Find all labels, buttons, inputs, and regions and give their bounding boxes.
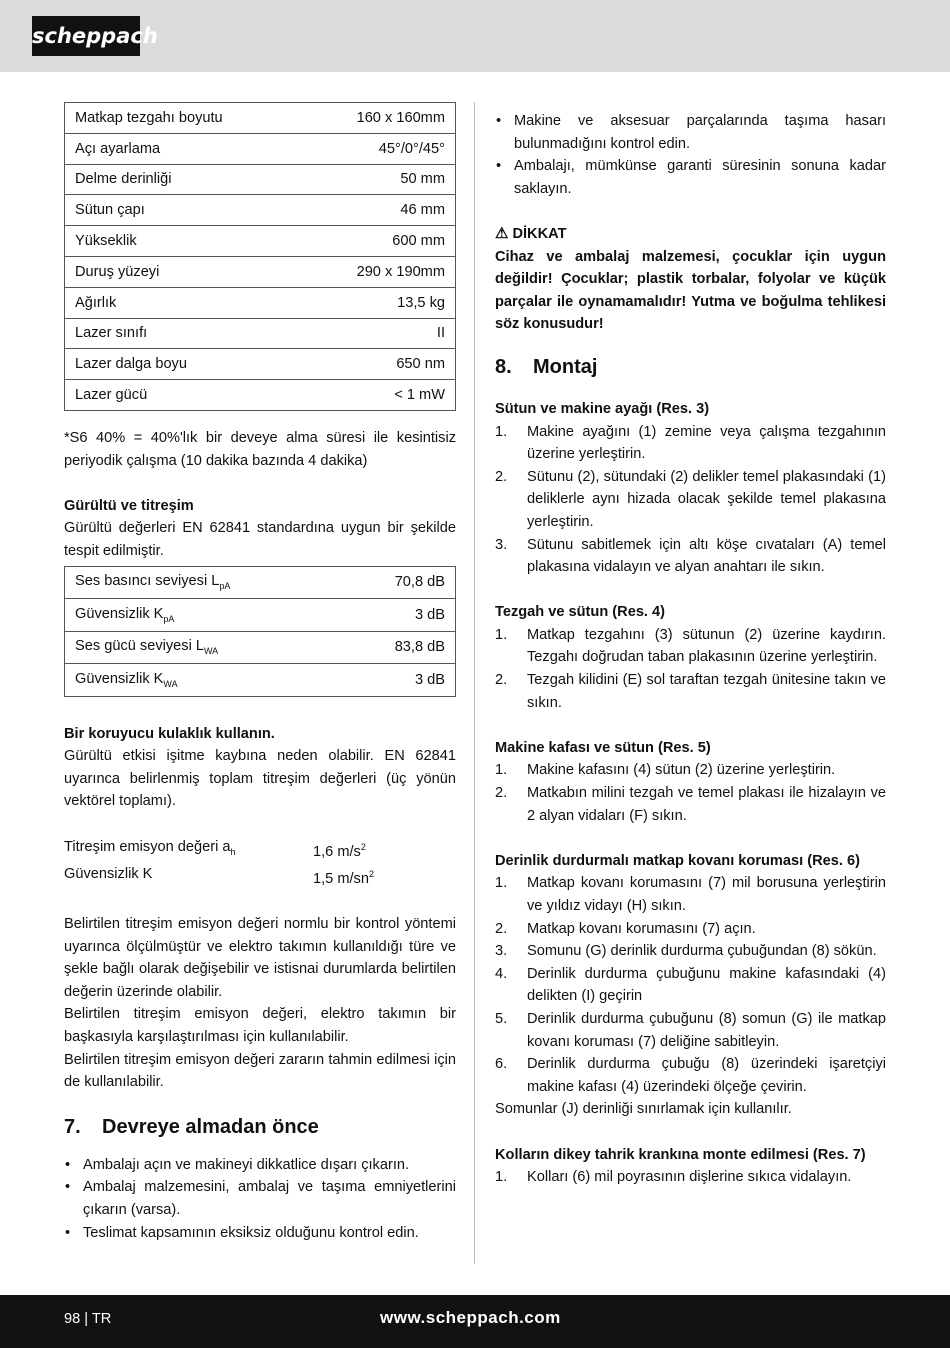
step-number: 2.: [495, 920, 508, 937]
vibration-paragraph-3: Belirtilen titreşim emisyon değeri zararın tahmin edilmesi için de kullanılabilir.: [64, 1051, 456, 1091]
step-item: [495, 421, 886, 466]
section-8-heading: 8. Montaj: [495, 355, 598, 378]
noise-label-sub: pA: [163, 613, 175, 624]
transport-check-list: [495, 110, 886, 200]
step-text: Sütunu sabitlemek için altı köşe cıvataları (A) temel plakasına vidalayın ve alyan anahtarı ile sıkın.: [527, 536, 886, 576]
step-number: 1.: [495, 626, 508, 643]
uncertainty-sup: 2: [368, 869, 374, 879]
step-group-heading: Derinlik durdurmalı matkap kovanı koruması (Res. 6): [495, 852, 860, 869]
spec-row: [65, 318, 456, 349]
assembly-steps: [495, 398, 886, 1189]
step-text: Matkap kovanı korumasını (7) mil borusuna yerleştirin ve yıldız vidayı (H) sıkın.: [527, 875, 886, 914]
step-number: 1.: [495, 762, 508, 779]
spec-value: 290 x 190mm: [302, 256, 456, 287]
noise-label-sub: pA: [219, 581, 231, 592]
step-list: [495, 624, 886, 714]
spec-label: Yükseklik: [65, 226, 302, 257]
uncertainty-label: Güvensizlik K: [64, 866, 153, 882]
right-column: [495, 110, 886, 1189]
spec-label: Açı ayarlama: [65, 133, 302, 164]
list-item: • Ambalajı açın ve makineyi dikkatlice dışarı çıkarın.: [64, 1154, 456, 1177]
header-bar: [0, 0, 950, 72]
spec-row: [65, 287, 456, 318]
step-number: 2.: [495, 785, 508, 802]
noise-label-text: Ses gücü seviyesi L: [75, 638, 204, 655]
noise-value: 3 dB: [343, 599, 455, 632]
step-text: Kolları (6) mil poyrasının dişlerine sıkıca vidalayın.: [527, 1169, 852, 1186]
noise-row: [65, 664, 456, 697]
list-item: • Ambalajı, mümkünse garanti süresinin sonuna kadar saklayın.: [495, 155, 886, 200]
vibration-paragraph-1: Belirtilen titreşim emisyon değeri normlu bir kontrol yöntemi uyarınca ölçülmüştür ve elektro takımın kullanıldığı türe ve şekle bağlı olarak değişebilir ve istisnai durumlarda belirtilen değerin üzerinde olabilir.: [64, 916, 456, 1000]
step-item: [495, 1053, 886, 1098]
step-text: Matkabın milini tezgah ve temel plakası ile hizalayın ve 2 alyan vidaları (F) sıkın.: [527, 785, 886, 824]
noise-label-sub: WA: [203, 646, 219, 657]
step-item: [495, 782, 886, 827]
noise-table: [64, 566, 456, 697]
vibration-paragraph-2: Belirtilen titreşim emisyon değeri, elektro takımın bir başkasıyla karşılaştırılması için kullanılabilir.: [64, 1006, 456, 1046]
noise-label: [65, 664, 344, 697]
step-text: Derinlik durdurma çubuğunu makine kafasındaki (4) delikten (I) geçirin: [527, 965, 886, 1005]
noise-value: 70,8 dB: [343, 566, 455, 599]
step-group-heading: Kolların dikey tahrik krankına monte edilmesi (Res. 7): [495, 1146, 866, 1163]
spec-value: 160 x 160mm: [302, 103, 456, 134]
noise-label-sub: WA: [163, 678, 178, 689]
step-text: Matkap tezgahını (3) sütunun (2) üzerine kaydırın. Tezgahı doğrudan taban plakasının üzerine yerleştirin.: [527, 626, 886, 666]
list-item: • Makine ve aksesuar parçalarında taşıma hasarı bulunmadığını kontrol edin.: [495, 110, 886, 155]
step-number: 1.: [495, 875, 508, 892]
warning-title: ⚠ DİKKAT: [495, 224, 567, 242]
step-item: [495, 872, 886, 917]
step-item: [495, 534, 886, 579]
step-number: 1.: [495, 423, 508, 440]
noise-label-text: Ses basıncı seviyesi L: [75, 573, 220, 590]
noise-row: [65, 599, 456, 632]
spec-label: Lazer sınıfı: [65, 318, 302, 349]
uncertainty-value: 1,5 m/sn: [313, 870, 369, 887]
step-group-heading: Makine kafası ve sütun (Res. 5): [495, 739, 711, 756]
noise-intro: Gürültü değerleri EN 62841 standardına uygun bir şekilde tespit edilmiştir.: [64, 520, 456, 559]
step-number: 1.: [495, 1169, 508, 1186]
step-item: [495, 1166, 886, 1189]
section-7-heading: 7. Devreye almadan önce: [64, 1115, 319, 1138]
noise-label: [65, 566, 344, 599]
step-text: Tezgah kilidini (E) sol taraftan tezgah ünitesine takın ve sıkın.: [527, 672, 886, 711]
spec-value: 600 mm: [302, 226, 456, 257]
spec-row: [65, 103, 456, 134]
step-list: [495, 872, 886, 1098]
step-list: [495, 759, 886, 827]
spec-label: Duruş yüzeyi: [65, 256, 302, 287]
spec-label: Sütun çapı: [65, 195, 302, 226]
step-list: [495, 421, 886, 579]
spec-row: [65, 226, 456, 257]
ear-protection-heading: Bir koruyucu kulaklık kullanın.: [64, 725, 275, 742]
step-text: Derinlik durdurma çubuğu (8) üzerindeki işaretçiyi makine kafası (4) üzerindeki ölçeğe çevirin.: [527, 1056, 886, 1095]
vibration-row: [64, 836, 456, 864]
spec-value: 45°/0°/45°: [302, 133, 456, 164]
noise-value: 83,8 dB: [343, 631, 455, 664]
noise-row: [65, 631, 456, 664]
vibration-sup: 2: [360, 841, 366, 852]
spec-label: Lazer gücü: [65, 380, 302, 411]
left-column: [64, 102, 456, 1244]
noise-row: [65, 566, 456, 599]
spec-label: Delme derinliği: [65, 164, 302, 195]
step-item: [495, 918, 886, 941]
noise-value: 3 dB: [343, 664, 455, 697]
step-item: [495, 759, 886, 782]
vibration-sub: h: [230, 846, 236, 857]
step-number: 3.: [495, 536, 508, 553]
noise-heading: Gürültü ve titreşim: [64, 497, 194, 514]
vibration-value: 1,6 m/s: [313, 843, 361, 860]
website-url: www.scheppach.com: [380, 1308, 561, 1327]
vibration-label: Titreşim emisyon değeri a: [64, 838, 231, 855]
spec-value: 50 mm: [302, 164, 456, 195]
step-number: 4.: [495, 965, 508, 982]
spec-value: 650 nm: [302, 349, 456, 380]
step-group-heading: Tezgah ve sütun (Res. 4): [495, 604, 666, 621]
step-text: Makine ayağını (1) zemine veya çalışma tezgahının üzerine yerleştirin.: [527, 423, 886, 463]
scheppach-logo: scheppach: [32, 16, 140, 56]
step-number: 3.: [495, 943, 508, 960]
spec-label: Matkap tezgahı boyutu: [65, 103, 302, 134]
step-text: Makine kafasını (4) sütun (2) üzerine yerleştirin.: [527, 762, 836, 779]
section-7-list: [64, 1154, 456, 1244]
step-item: [495, 466, 886, 534]
step-item: [495, 624, 886, 669]
spec-row: [65, 164, 456, 195]
ear-protection-text: Gürültü etkisi işitme kaybına neden olabilir. EN 62841 uyarınca belirlenmiş toplam titreşim değerleri (üç yönün vektörel toplamı).: [64, 748, 456, 810]
step-group-heading: Sütun ve makine ayağı (Res. 3): [495, 400, 710, 417]
page-number: 98 | TR: [64, 1311, 112, 1327]
step-text: Sütunu (2), sütundaki (2) delikler temel plakasındaki (1) deliklerle aynı hizada olacak şekilde temel plakasına yerleştirin.: [527, 468, 886, 530]
noise-label-text: Güvensizlik K: [75, 670, 164, 687]
spec-value: II: [302, 318, 456, 349]
s6-note: *S6 40% = 40%'lık bir deveye alma süresi ile kesintisiz periyodik çalışma (10 dakika bazında 4 dakika): [64, 429, 456, 469]
step-item: [495, 669, 886, 714]
noise-label: [65, 599, 344, 632]
spec-table: [64, 102, 456, 411]
list-item: • Teslimat kapsamının eksiksiz olduğunu kontrol edin.: [64, 1222, 456, 1245]
spec-label: Ağırlık: [65, 287, 302, 318]
step-text: Derinlik durdurma çubuğunu (8) somun (G) ile matkap kovanı koruması (7) deliğine sabitleyin.: [527, 1010, 886, 1050]
step-item: [495, 963, 886, 1008]
step-number: 6.: [495, 1056, 508, 1073]
spec-row: [65, 133, 456, 164]
step-list: [495, 1166, 886, 1189]
column-divider: [474, 102, 475, 1264]
step-number: 2.: [495, 468, 508, 485]
footer-bar: [0, 1295, 950, 1348]
warning-triangle-icon: ⚠: [495, 224, 509, 242]
list-item: • Ambalaj malzemesini, ambalaj ve taşıma emniyetlerini çıkarın (varsa).: [64, 1176, 456, 1221]
spec-value: 46 mm: [302, 195, 456, 226]
noise-label-text: Güvensizlik K: [75, 605, 164, 622]
noise-label: [65, 631, 344, 664]
spec-row: [65, 380, 456, 411]
spec-row: [65, 349, 456, 380]
warning-text: Cihaz ve ambalaj malzemesi, çocuklar için uygun değildir! Çocuklar; plastik torbalar, folyolar ve küçük parçalar ile oynamamalıdır! Yutma ve boğulma tehlikesi söz konusudur!: [495, 248, 886, 333]
step-text: Somunu (G) derinlik durdurma çubuğundan (8) sökün.: [527, 943, 877, 960]
uncertainty-row: [64, 863, 456, 890]
spec-row: [65, 195, 456, 226]
step-item: [495, 1008, 886, 1053]
spec-row: [65, 256, 456, 287]
step-text: Matkap kovanı korumasını (7) açın.: [527, 920, 756, 937]
step-note: Somunlar (J) derinliği sınırlamak için kullanılır.: [495, 1101, 792, 1118]
step-item: [495, 940, 886, 963]
spec-label: Lazer dalga boyu: [65, 349, 302, 380]
spec-value: < 1 mW: [302, 380, 456, 411]
step-number: 5.: [495, 1010, 508, 1027]
step-number: 2.: [495, 672, 508, 689]
spec-value: 13,5 kg: [302, 287, 456, 318]
